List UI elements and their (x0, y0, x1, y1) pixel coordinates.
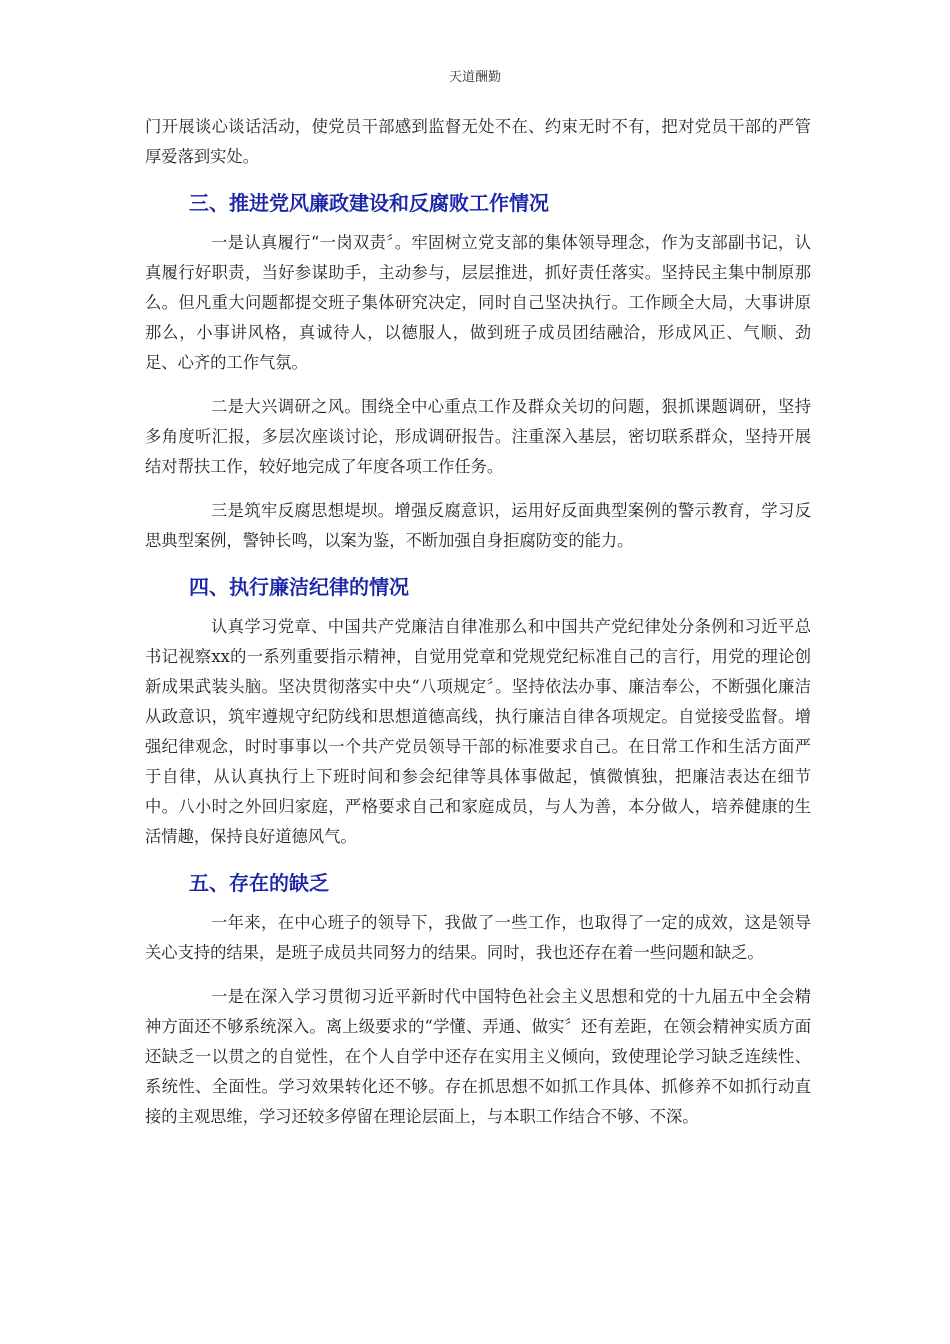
page-header: 天道酬勤 (448, 70, 501, 85)
section-5-heading: 五、存在的缺乏 (189, 871, 329, 895)
section-3-paragraph-2: 二是大兴调研之风。围绕全中心重点工作及群众关切的问题，狠抓课题调研，坚持多角度听汇报，多层次座谈讨论，形成调研报告。注重深入基层，密切联系群众，坚持开展结对帮扶工作，较好地完成了年度各项工作任务。 (145, 397, 811, 476)
section-3-heading: 三、推进党风廉政建设和反腐败工作情况 (189, 191, 549, 215)
section-4-heading: 四、执行廉洁纪律的情况 (189, 575, 409, 599)
section-5-paragraph-1: 一年来，在中心班子的领导下，我做了一些工作，也取得了一定的成效，这是领导关心支持的结果，是班子成员共同努力的结果。同时，我也还存在着一些问题和缺乏。 (145, 913, 811, 962)
document-body (145, 112, 811, 1132)
section-3-paragraph-1: 一是认真履行“一岗双责〞。牢固树立党支部的集体领导理念，作为支部副书记，认真履行好职责，当好参谋助手，主动参与，层层推进，抓好责任落实。坚持民主集中制原那么。但凡重大问题都提交班子集体研究决定，同时自己坚决执行。工作顾全大局，大事讲原那么，小事讲风格，真诚待人，以德服人，做到班子成员团结融洽，形成风正、气顺、劲足、心齐的工作气氛。 (145, 233, 811, 372)
section-3-paragraph-3: 三是筑牢反腐思想堤坝。增强反腐意识，运用好反面典型案例的警示教育，学习反思典型案例，警钟长鸣，以案为鉴，不断加强自身拒腐防变的能力。 (145, 501, 811, 550)
section-5-paragraph-2: 一是在深入学习贯彻习近平新时代中国特色社会主义思想和党的十九届五中全会精神方面还不够系统深入。离上级要求的“学懂、弄通、做实〞还有差距，在领会精神实质方面还缺乏一以贯之的自觉性，在个人自学中还存在实用主义倾向，致使理论学习缺乏连续性、系统性、全面性。学习效果转化还不够。存在抓思想不如抓工作具体、抓修养不如抓行动直接的主观思维，学习还较多停留在理论层面上，与本职工作结合不够、不深。 (145, 987, 811, 1126)
section-4-paragraph-1: 认真学习党章、中国共产党廉洁自律准那么和中国共产党纪律处分条例和习近平总书记视察xx的一系列重要指示精神，自觉用党章和党规党纪标准自己的言行，用党的理论创新成果武装头脑。坚决贯彻落实中央“八项规定〞。坚持依法办事、廉洁奉公，不断强化廉洁从政意识，筑牢遵规守纪防线和思想道德高线，执行廉洁自律各项规定。自觉接受监督。增强纪律观念，时时事事以一个共产党员领导干部的标准要求自己。在日常工作和生活方面严于自律，从认真执行上下班时间和参会纪律等具体事做起，慎微慎独，把廉洁表达在细节中。八小时之外回归家庭，严格要求自己和家庭成员，与人为善，本分做人，培养健康的生活情趣，保持良好道德风气。 (145, 617, 811, 846)
intro-tail-paragraph: 门开展谈心谈话活动，使党员干部感到监督无处不在、约束无时不有，把对党员干部的严管厚爱落到实处。 (145, 117, 811, 166)
